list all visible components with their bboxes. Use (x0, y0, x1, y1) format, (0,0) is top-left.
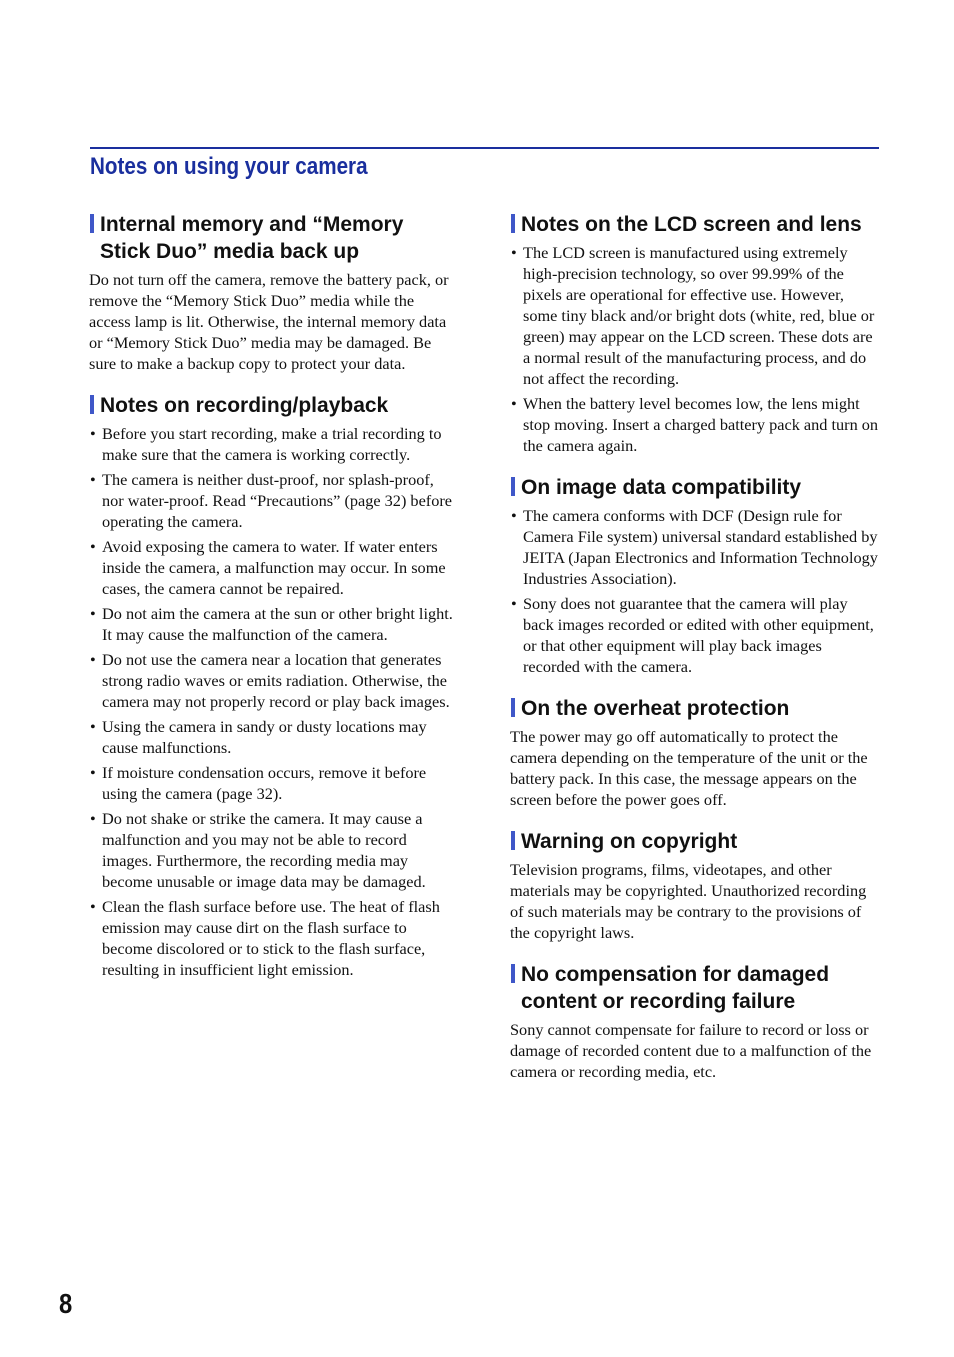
section-heading (89, 392, 457, 419)
section-no-compensation (510, 961, 879, 1082)
list-item: • Do not shake or strike the camera. It may cause a malfunction and you may not be able to record images. Furthermore, the recording media may become unusable or image data may be damaged. (89, 808, 457, 892)
list-item: • Using the camera in sandy or dusty locations may cause malfunctions. (89, 716, 457, 758)
section-heading (89, 211, 457, 265)
bullet-list (89, 423, 457, 980)
heading-marker (90, 214, 94, 233)
left-column (89, 211, 457, 998)
list-item: • Avoid exposing the camera to water. If water enters inside the camera, a malfunction may occur. In some cases, the camera cannot be repaired. (89, 536, 457, 599)
list-item: • The camera conforms with DCF (Design rule for Camera File system) universal standard established by JEITA (Japan Electronics and Information Technology Industries Association). (510, 505, 879, 589)
page-title: Notes on using your camera (90, 153, 368, 180)
section-recording-playback (89, 392, 457, 980)
list-item: • Sony does not guarantee that the camera will play back images recorded or edited with other equipment, or that other equipment will play back images recorded with the camera. (510, 593, 879, 677)
list-item: • Clean the flash surface before use. The heat of flash emission may cause dirt on the flash surface to become discolored or to stick to the flash surface, resulting in insufficient light emission. (89, 896, 457, 980)
section-paragraph: Sony cannot compensate for failure to record or loss or damage of recorded content due to a malfunction of the camera or recording media, etc. (510, 1020, 872, 1081)
list-item: • If moisture condensation occurs, remove it before using the camera (page 32). (89, 762, 457, 804)
section-heading (510, 695, 879, 722)
section-lcd-lens (510, 211, 879, 456)
section-heading (510, 828, 879, 855)
section-memory-backup (89, 211, 457, 374)
heading-text: Internal memory and “Memory Stick Duo” media back up (100, 213, 404, 263)
heading-text: No compensation for damaged content or recording failure (521, 963, 830, 1013)
list-item: • Before you start recording, make a trial recording to make sure that the camera is working correctly. (89, 423, 457, 465)
heading-marker (511, 831, 515, 850)
section-heading (510, 474, 879, 501)
section-image-compatibility (510, 474, 879, 677)
list-item: • When the battery level becomes low, the lens might stop moving. Insert a charged battery pack and turn on the camera again. (510, 393, 879, 456)
heading-marker (511, 477, 515, 496)
section-paragraph: The power may go off automatically to protect the camera depending on the temperature of the unit or the battery pack. In this case, the message appears on the screen before the power goes off. (510, 727, 868, 809)
heading-text: On image data compatibility (521, 476, 802, 499)
bullet-list (510, 242, 879, 456)
list-item: • The camera is neither dust-proof, nor splash-proof, nor water-proof. Read “Precautions” (page 32) before operating the camera. (89, 469, 457, 532)
bullet-list (510, 505, 879, 677)
right-column (510, 211, 879, 1100)
heading-text: On the overheat protection (521, 697, 790, 720)
section-copyright-warning (510, 828, 879, 943)
heading-text: Warning on copyright (521, 830, 738, 853)
header-rule (90, 147, 879, 149)
list-item: • Do not use the camera near a location that generates strong radio waves or emits radiation. Otherwise, the camera may not properly record or play back images. (89, 649, 457, 712)
section-heading (510, 211, 879, 238)
section-heading (510, 961, 879, 1015)
heading-marker (511, 964, 515, 983)
heading-marker (511, 214, 515, 233)
heading-marker (90, 395, 94, 414)
page-number: 8 (59, 1288, 73, 1319)
list-item: • The LCD screen is manufactured using extremely high-precision technology, so over 99.99% of the pixels are operational for effective use. However, some tiny black and/or bright dots (white, red, blue or green) may appear on the LCD screen. These dots are a normal result of the manufacturing process, and do not affect the recording. (510, 242, 879, 389)
section-paragraph: Do not turn off the camera, remove the battery pack, or remove the “Memory Stick Duo” media while the access lamp is lit. Otherwise, the internal memory data or “Memory Stick Duo” media may be damaged. Be sure to make a backup copy to protect your data. (89, 270, 449, 373)
section-paragraph: Television programs, films, videotapes, and other materials may be copyrighted. Unauthorized recording of such materials may be contrary to the provisions of the copyright laws. (510, 860, 867, 942)
section-overheat-protection (510, 695, 879, 810)
heading-text: Notes on the LCD screen and lens (521, 213, 862, 236)
heading-text: Notes on recording/playback (100, 394, 389, 417)
list-item: • Do not aim the camera at the sun or other bright light. It may cause the malfunction of the camera. (89, 603, 457, 645)
heading-marker (511, 698, 515, 717)
